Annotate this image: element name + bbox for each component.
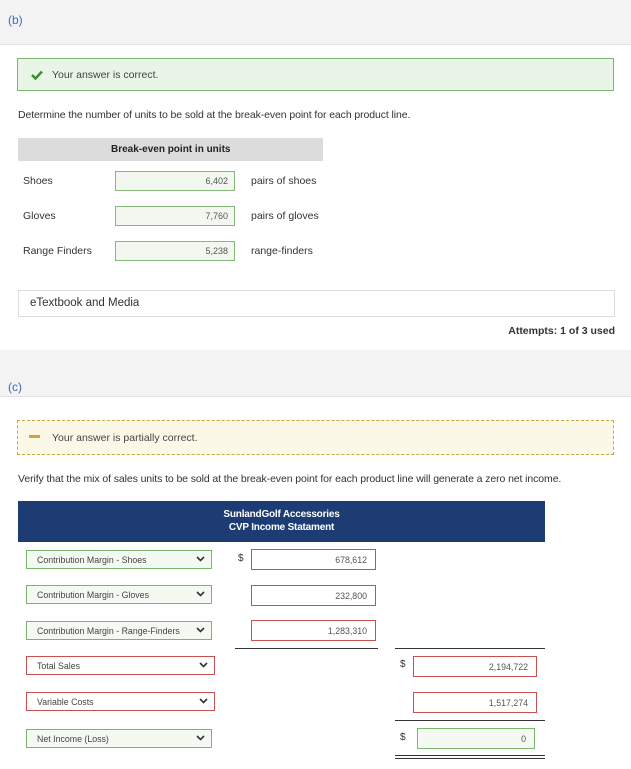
section-b-letter: (b)	[8, 13, 23, 27]
line-2-amount-input[interactable]: 232,800	[251, 585, 376, 606]
line-1-select-value: Contribution Margin - Shoes	[37, 555, 147, 565]
line-1-amount-input[interactable]: 678,612	[251, 549, 376, 570]
line-3-amount-input[interactable]: 1,283,310	[251, 620, 376, 641]
shoes-units-input[interactable]: 6,402	[115, 171, 235, 191]
currency-symbol: $	[238, 553, 244, 564]
net-income-amount-input[interactable]: 0	[417, 728, 535, 749]
chevron-down-icon	[195, 553, 206, 564]
attempts-counter: Attempts: 1 of 3 used	[508, 325, 615, 337]
etextbook-media-link[interactable]	[18, 290, 615, 317]
breakeven-column-label: Break-even point in units	[111, 144, 231, 155]
chevron-down-icon	[195, 732, 206, 743]
line-1-select[interactable]	[26, 550, 212, 569]
partial-message: Your answer is partially correct.	[52, 432, 198, 444]
line-3-select-value: Contribution Margin - Range-Finders	[37, 626, 180, 636]
range-finders-unit-label: range-finders	[251, 245, 313, 257]
correct-banner	[17, 58, 614, 91]
section-c-header	[0, 350, 631, 397]
section-b-header	[0, 0, 631, 45]
row-label-range-finders: Range Finders	[23, 245, 92, 257]
etextbook-label: eTextbook and Media	[30, 297, 140, 309]
double-rule-bottom	[395, 758, 545, 759]
row-label-gloves: Gloves	[23, 210, 56, 222]
currency-symbol: $	[400, 659, 406, 670]
chevron-down-icon	[198, 695, 209, 706]
subtotal-rule-right	[395, 648, 545, 649]
line-4-amount-input[interactable]: 2,194,722	[413, 656, 537, 677]
gloves-unit-label: pairs of gloves	[251, 210, 319, 222]
chevron-down-icon	[198, 659, 209, 670]
checkmark-icon	[31, 70, 43, 80]
part-c-prompt: Verify that the mix of sales units to be sold at the break-even point for each product line will generate a zero net income.	[18, 473, 562, 485]
line-2-select-value: Contribution Margin - Gloves	[37, 590, 149, 600]
line-5-select[interactable]	[26, 692, 215, 711]
line-3-select[interactable]	[26, 621, 212, 640]
subtotal-rule	[235, 648, 378, 649]
line-4-select[interactable]	[26, 656, 215, 675]
range-finders-units-input[interactable]: 5,238	[115, 241, 235, 261]
total-rule	[395, 720, 545, 721]
chevron-down-icon	[195, 588, 206, 599]
currency-symbol: $	[400, 732, 406, 743]
statement-company-name: SunlandGolf Accessories	[223, 509, 340, 520]
gloves-units-input[interactable]: 7,760	[115, 206, 235, 226]
partial-banner	[17, 420, 614, 455]
row-label-shoes: Shoes	[23, 175, 53, 187]
line-2-select[interactable]	[26, 585, 212, 604]
line-4-select-value: Total Sales	[37, 661, 81, 671]
line-5-amount-input[interactable]: 1,517,274	[413, 692, 537, 713]
line-6-select-value: Net Income (Loss)	[37, 734, 109, 744]
income-statement-header	[18, 501, 545, 542]
part-b-prompt: Determine the number of units to be sold at the break-even point for each product line.	[18, 109, 411, 121]
line-5-select-value: Variable Costs	[37, 697, 94, 707]
section-c-letter: (c)	[8, 380, 22, 394]
dash-icon	[29, 434, 41, 440]
double-rule-top	[395, 755, 545, 756]
shoes-unit-label: pairs of shoes	[251, 175, 317, 187]
chevron-down-icon	[195, 624, 206, 635]
correct-message: Your answer is correct.	[52, 69, 159, 81]
line-6-select[interactable]	[26, 729, 212, 748]
statement-title: CVP Income Statament	[228, 522, 335, 533]
breakeven-column-header	[18, 138, 323, 161]
